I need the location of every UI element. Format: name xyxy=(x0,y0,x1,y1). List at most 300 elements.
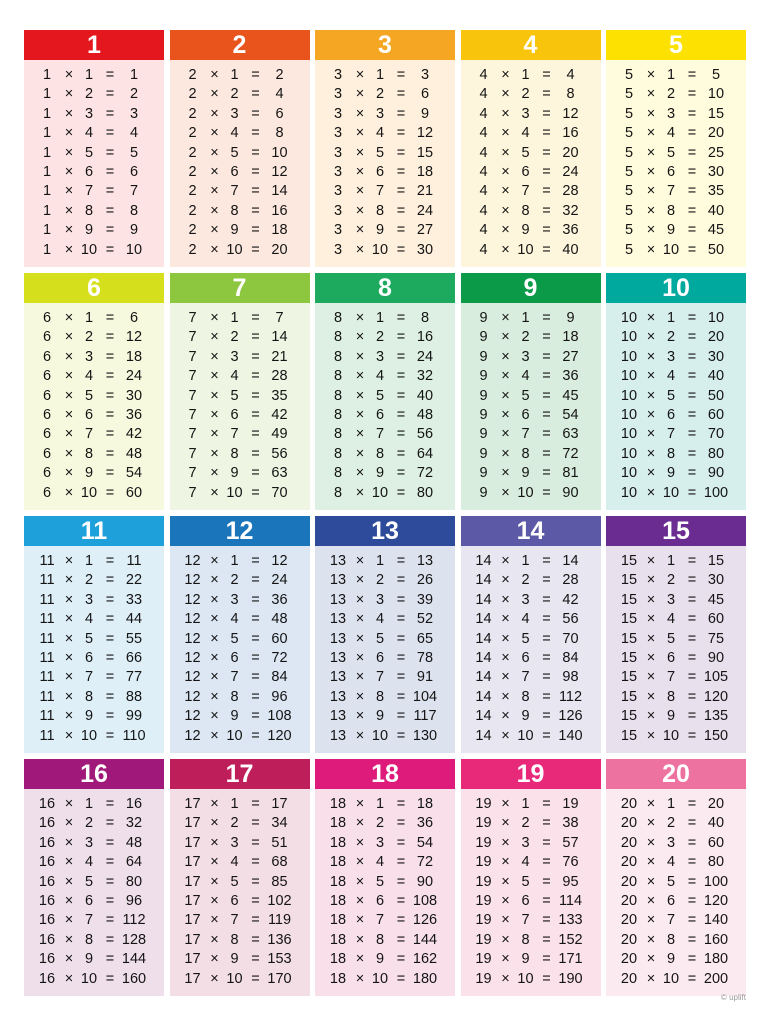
multiplier: 8 xyxy=(230,931,239,948)
equation-row xyxy=(606,425,746,444)
equation-row xyxy=(24,591,164,610)
equation-row xyxy=(24,649,164,668)
multiplier: 7 xyxy=(375,183,385,200)
product: 90 xyxy=(562,484,579,501)
multiplication-chart xyxy=(24,30,746,996)
equation-row xyxy=(24,367,164,386)
product: 19 xyxy=(562,796,579,812)
multiplicand: 4 xyxy=(479,163,488,180)
multiplicand: 4 xyxy=(479,241,488,258)
multiplier: 10 xyxy=(226,727,243,744)
multiplicand: 9 xyxy=(479,329,488,346)
multiplicand: 5 xyxy=(624,144,634,161)
multiplier: 4 xyxy=(230,854,239,871)
multiplier: 3 xyxy=(230,348,239,365)
multiplicand: 11 xyxy=(39,611,55,628)
multiplier: 1 xyxy=(666,310,676,326)
equation-row xyxy=(461,163,601,182)
multiplier: 10 xyxy=(80,970,98,987)
multiplicand: 3 xyxy=(333,241,343,258)
equation-row xyxy=(461,892,601,911)
product: 5 xyxy=(129,144,139,161)
product: 21 xyxy=(416,183,434,200)
equals-sign: = xyxy=(687,329,697,346)
multiplicand: 18 xyxy=(329,931,347,948)
product: 45 xyxy=(562,387,579,404)
equals-sign: = xyxy=(396,163,406,180)
product: 57 xyxy=(562,834,579,851)
multiplicand: 15 xyxy=(620,669,638,686)
equation-row xyxy=(315,970,455,989)
times-sign: × xyxy=(501,688,510,705)
equals-sign: = xyxy=(687,873,697,890)
equals-sign: = xyxy=(251,834,260,851)
product: 63 xyxy=(271,465,288,482)
equation-row xyxy=(461,630,601,649)
equals-sign: = xyxy=(542,630,551,647)
equals-sign: = xyxy=(687,553,697,569)
equals-sign: = xyxy=(542,834,551,851)
times-sign: × xyxy=(210,572,219,589)
equation-row xyxy=(461,970,601,989)
equals-sign: = xyxy=(251,387,260,404)
multiplicand: 14 xyxy=(475,727,492,744)
multiplier: 9 xyxy=(666,465,676,482)
multiplier: 2 xyxy=(230,815,239,832)
multiplicand: 20 xyxy=(620,951,638,968)
product: 84 xyxy=(271,669,288,686)
product: 133 xyxy=(558,912,583,929)
multiplicand: 1 xyxy=(42,125,52,142)
equation-row xyxy=(24,853,164,872)
times-sign: × xyxy=(355,611,365,628)
multiplier: 8 xyxy=(666,445,676,462)
equation-row xyxy=(170,707,310,726)
multiplicand: 20 xyxy=(620,931,638,948)
product: 32 xyxy=(562,202,579,219)
product: 50 xyxy=(707,387,725,404)
multiplier: 9 xyxy=(84,951,94,968)
multiplicand: 18 xyxy=(329,796,347,812)
multiplier: 10 xyxy=(80,241,98,258)
multiplicand: 10 xyxy=(620,484,638,501)
equals-sign: = xyxy=(105,310,115,326)
product: 10 xyxy=(707,310,725,326)
times-sign: × xyxy=(355,125,365,142)
times-sign: × xyxy=(501,834,510,851)
times-sign: × xyxy=(501,912,510,929)
multiplier: 3 xyxy=(84,834,94,851)
product: 81 xyxy=(562,465,579,482)
times-sign: × xyxy=(64,241,74,258)
times-sign: × xyxy=(646,970,656,987)
product: 32 xyxy=(125,815,143,832)
multiplicand: 8 xyxy=(333,310,343,326)
multiplier: 4 xyxy=(375,368,385,385)
times-sign: × xyxy=(646,86,656,103)
product: 26 xyxy=(416,572,434,589)
equals-sign: = xyxy=(687,368,697,385)
product: 36 xyxy=(562,368,579,385)
times-sign: × xyxy=(646,815,656,832)
multiplier: 8 xyxy=(375,931,385,948)
product: 144 xyxy=(121,951,147,968)
multiplicand: 11 xyxy=(39,727,55,744)
equation-row xyxy=(315,649,455,668)
times-sign: × xyxy=(210,611,219,628)
equation-row xyxy=(315,105,455,124)
multiplicand: 16 xyxy=(38,892,56,909)
product: 112 xyxy=(122,912,146,929)
equals-sign: = xyxy=(251,426,260,443)
equals-sign: = xyxy=(251,67,260,83)
equals-sign: = xyxy=(687,105,697,122)
multiplier: 7 xyxy=(230,183,239,200)
product: 51 xyxy=(271,834,288,851)
multiplier: 10 xyxy=(80,727,98,744)
product: 10 xyxy=(707,86,725,103)
equals-sign: = xyxy=(542,912,551,929)
equation-row xyxy=(170,425,310,444)
equals-sign: = xyxy=(251,484,260,501)
times-sign: × xyxy=(64,854,74,871)
equation-row xyxy=(461,221,601,240)
multiplier: 7 xyxy=(84,183,94,200)
product: 2 xyxy=(275,67,284,83)
multiplicand: 19 xyxy=(475,873,492,890)
product: 190 xyxy=(558,970,583,987)
times-sign: × xyxy=(210,222,219,239)
multiplicand: 9 xyxy=(479,406,488,423)
product: 180 xyxy=(412,970,438,987)
times-sign: × xyxy=(646,854,656,871)
times-sign: × xyxy=(210,105,219,122)
equals-sign: = xyxy=(396,241,406,258)
product: 15 xyxy=(416,144,434,161)
equals-sign: = xyxy=(396,144,406,161)
times-sign: × xyxy=(355,892,365,909)
multiplier: 8 xyxy=(666,931,676,948)
multiplicand: 15 xyxy=(620,688,638,705)
equals-sign: = xyxy=(396,86,406,103)
equals-sign: = xyxy=(687,86,697,103)
multiplier: 2 xyxy=(375,86,385,103)
equation-row xyxy=(461,591,601,610)
product: 170 xyxy=(267,970,292,987)
times-table-card xyxy=(461,30,601,267)
equals-sign: = xyxy=(396,553,406,569)
times-sign: × xyxy=(64,67,74,83)
product: 56 xyxy=(562,611,579,628)
equals-sign: = xyxy=(542,329,551,346)
table-body xyxy=(170,789,310,996)
multiplier: 9 xyxy=(666,222,676,239)
product: 30 xyxy=(125,387,143,404)
multiplier: 4 xyxy=(84,368,94,385)
equals-sign: = xyxy=(542,688,551,705)
multiplicand: 2 xyxy=(188,67,197,83)
equals-sign: = xyxy=(396,951,406,968)
multiplicand: 14 xyxy=(475,630,492,647)
equation-row xyxy=(606,124,746,143)
multiplicand: 19 xyxy=(475,892,492,909)
equals-sign: = xyxy=(251,815,260,832)
product: 48 xyxy=(125,445,143,462)
table-header: 1 xyxy=(24,30,164,60)
times-sign: × xyxy=(355,183,365,200)
equation-row xyxy=(170,892,310,911)
equals-sign: = xyxy=(542,241,551,258)
equals-sign: = xyxy=(396,591,406,608)
equals-sign: = xyxy=(251,796,260,812)
times-table-card xyxy=(24,273,164,510)
times-sign: × xyxy=(646,611,656,628)
equation-row xyxy=(461,668,601,687)
times-sign: × xyxy=(64,796,74,812)
multiplicand: 14 xyxy=(475,553,492,569)
equation-row xyxy=(315,834,455,853)
equation-row xyxy=(170,387,310,406)
equals-sign: = xyxy=(542,222,551,239)
table-header: 19 xyxy=(461,759,601,789)
equation-row xyxy=(315,795,455,814)
product: 120 xyxy=(267,727,292,744)
multiplicand: 1 xyxy=(42,144,52,161)
product: 6 xyxy=(129,310,139,326)
equation-row xyxy=(606,727,746,746)
times-sign: × xyxy=(646,183,656,200)
multiplicand: 3 xyxy=(333,86,343,103)
multiplier: 9 xyxy=(84,222,94,239)
times-sign: × xyxy=(355,67,365,83)
equals-sign: = xyxy=(687,649,697,666)
product: 60 xyxy=(271,630,288,647)
table-body xyxy=(461,546,601,753)
equals-sign: = xyxy=(251,329,260,346)
equals-sign: = xyxy=(542,892,551,909)
equation-row xyxy=(24,406,164,425)
equals-sign: = xyxy=(251,445,260,462)
product: 65 xyxy=(416,630,434,647)
times-sign: × xyxy=(646,426,656,443)
equation-row xyxy=(606,144,746,163)
equation-row xyxy=(24,124,164,143)
multiplier: 3 xyxy=(375,834,385,851)
table-body xyxy=(24,303,164,510)
product: 76 xyxy=(562,854,579,871)
product: 36 xyxy=(125,406,143,423)
times-sign: × xyxy=(501,484,510,501)
equals-sign: = xyxy=(687,815,697,832)
multiplicand: 20 xyxy=(620,970,638,987)
equals-sign: = xyxy=(542,591,551,608)
times-sign: × xyxy=(501,329,510,346)
times-sign: × xyxy=(355,951,365,968)
equation-row xyxy=(24,445,164,464)
times-sign: × xyxy=(646,202,656,219)
product: 54 xyxy=(562,406,579,423)
product: 60 xyxy=(707,611,725,628)
multiplicand: 15 xyxy=(620,553,638,569)
table-body xyxy=(24,546,164,753)
multiplier: 7 xyxy=(521,426,530,443)
multiplier: 9 xyxy=(375,465,385,482)
multiplicand: 3 xyxy=(333,202,343,219)
times-sign: × xyxy=(64,970,74,987)
multiplicand: 13 xyxy=(329,611,347,628)
times-sign: × xyxy=(501,553,510,569)
table-body xyxy=(315,789,455,996)
multiplier: 7 xyxy=(521,912,530,929)
equation-row xyxy=(315,241,455,260)
equation-row xyxy=(170,163,310,182)
equation-row xyxy=(170,182,310,201)
equation-row xyxy=(606,484,746,503)
equation-row xyxy=(315,552,455,571)
product: 64 xyxy=(125,854,143,871)
multiplicand: 6 xyxy=(42,348,52,365)
times-sign: × xyxy=(646,465,656,482)
multiplier: 8 xyxy=(375,445,385,462)
multiplicand: 15 xyxy=(620,591,638,608)
multiplicand: 10 xyxy=(620,445,638,462)
times-sign: × xyxy=(646,67,656,83)
multiplicand: 6 xyxy=(42,484,52,501)
equals-sign: = xyxy=(687,406,697,423)
multiplier: 7 xyxy=(84,669,94,686)
product: 72 xyxy=(416,854,434,871)
times-sign: × xyxy=(646,688,656,705)
product: 12 xyxy=(271,163,288,180)
equation-row xyxy=(170,552,310,571)
product: 80 xyxy=(416,484,434,501)
equals-sign: = xyxy=(687,125,697,142)
multiplier: 3 xyxy=(666,834,676,851)
product: 20 xyxy=(271,241,288,258)
equals-sign: = xyxy=(105,854,115,871)
times-sign: × xyxy=(355,649,365,666)
times-sign: × xyxy=(646,163,656,180)
equation-row xyxy=(24,892,164,911)
equation-row xyxy=(606,367,746,386)
multiplier: 2 xyxy=(230,86,239,103)
equals-sign: = xyxy=(105,873,115,890)
product: 18 xyxy=(125,348,143,365)
equals-sign: = xyxy=(105,931,115,948)
equals-sign: = xyxy=(251,688,260,705)
multiplicand: 11 xyxy=(39,688,55,705)
equation-row xyxy=(315,309,455,328)
product: 14 xyxy=(271,329,288,346)
equals-sign: = xyxy=(105,445,115,462)
multiplier: 8 xyxy=(521,445,530,462)
equation-row xyxy=(24,970,164,989)
multiplier: 10 xyxy=(371,970,389,987)
equals-sign: = xyxy=(251,912,260,929)
multiplier: 5 xyxy=(84,630,94,647)
equals-sign: = xyxy=(251,406,260,423)
product: 14 xyxy=(271,183,288,200)
equals-sign: = xyxy=(105,67,115,83)
equation-row xyxy=(461,66,601,85)
equation-row xyxy=(461,795,601,814)
times-sign: × xyxy=(501,105,510,122)
times-table-card xyxy=(606,759,746,996)
equation-row xyxy=(170,571,310,590)
equation-row xyxy=(170,727,310,746)
multiplicand: 5 xyxy=(624,241,634,258)
multiplier: 10 xyxy=(662,241,680,258)
times-sign: × xyxy=(64,406,74,423)
multiplier: 6 xyxy=(666,163,676,180)
multiplicand: 19 xyxy=(475,951,492,968)
times-sign: × xyxy=(210,241,219,258)
times-sign: × xyxy=(501,854,510,871)
equation-row xyxy=(24,727,164,746)
times-sign: × xyxy=(501,426,510,443)
product: 70 xyxy=(271,484,288,501)
table-header: 18 xyxy=(315,759,455,789)
times-sign: × xyxy=(64,105,74,122)
product: 12 xyxy=(416,125,434,142)
times-sign: × xyxy=(210,406,219,423)
multiplier: 2 xyxy=(666,329,676,346)
multiplier: 9 xyxy=(521,465,530,482)
multiplicand: 6 xyxy=(42,465,52,482)
equals-sign: = xyxy=(687,951,697,968)
times-sign: × xyxy=(64,163,74,180)
times-table-card xyxy=(315,30,455,267)
equation-row xyxy=(315,387,455,406)
equation-row xyxy=(461,105,601,124)
equation-row xyxy=(606,571,746,590)
multiplicand: 14 xyxy=(475,649,492,666)
multiplier: 10 xyxy=(371,484,389,501)
multiplicand: 10 xyxy=(620,406,638,423)
equals-sign: = xyxy=(105,708,115,725)
equation-row xyxy=(461,610,601,629)
equals-sign: = xyxy=(687,630,697,647)
equation-row xyxy=(170,328,310,347)
multiplier: 3 xyxy=(230,105,239,122)
multiplicand: 10 xyxy=(620,310,638,326)
equation-row xyxy=(315,348,455,367)
equals-sign: = xyxy=(396,202,406,219)
equation-row xyxy=(461,950,601,969)
multiplier: 7 xyxy=(521,183,530,200)
equals-sign: = xyxy=(105,796,115,812)
equals-sign: = xyxy=(396,892,406,909)
equals-sign: = xyxy=(542,310,551,326)
equals-sign: = xyxy=(542,727,551,744)
times-sign: × xyxy=(355,222,365,239)
equals-sign: = xyxy=(542,202,551,219)
times-sign: × xyxy=(646,553,656,569)
equation-row xyxy=(461,367,601,386)
product: 38 xyxy=(562,815,579,832)
multiplicand: 4 xyxy=(479,105,488,122)
times-sign: × xyxy=(210,892,219,909)
multiplicand: 7 xyxy=(188,465,197,482)
multiplicand: 9 xyxy=(479,445,488,462)
multiplicand: 16 xyxy=(38,854,56,871)
multiplicand: 14 xyxy=(475,708,492,725)
multiplier: 9 xyxy=(230,708,239,725)
times-sign: × xyxy=(64,387,74,404)
equals-sign: = xyxy=(687,931,697,948)
equals-sign: = xyxy=(687,688,697,705)
equation-row xyxy=(24,571,164,590)
